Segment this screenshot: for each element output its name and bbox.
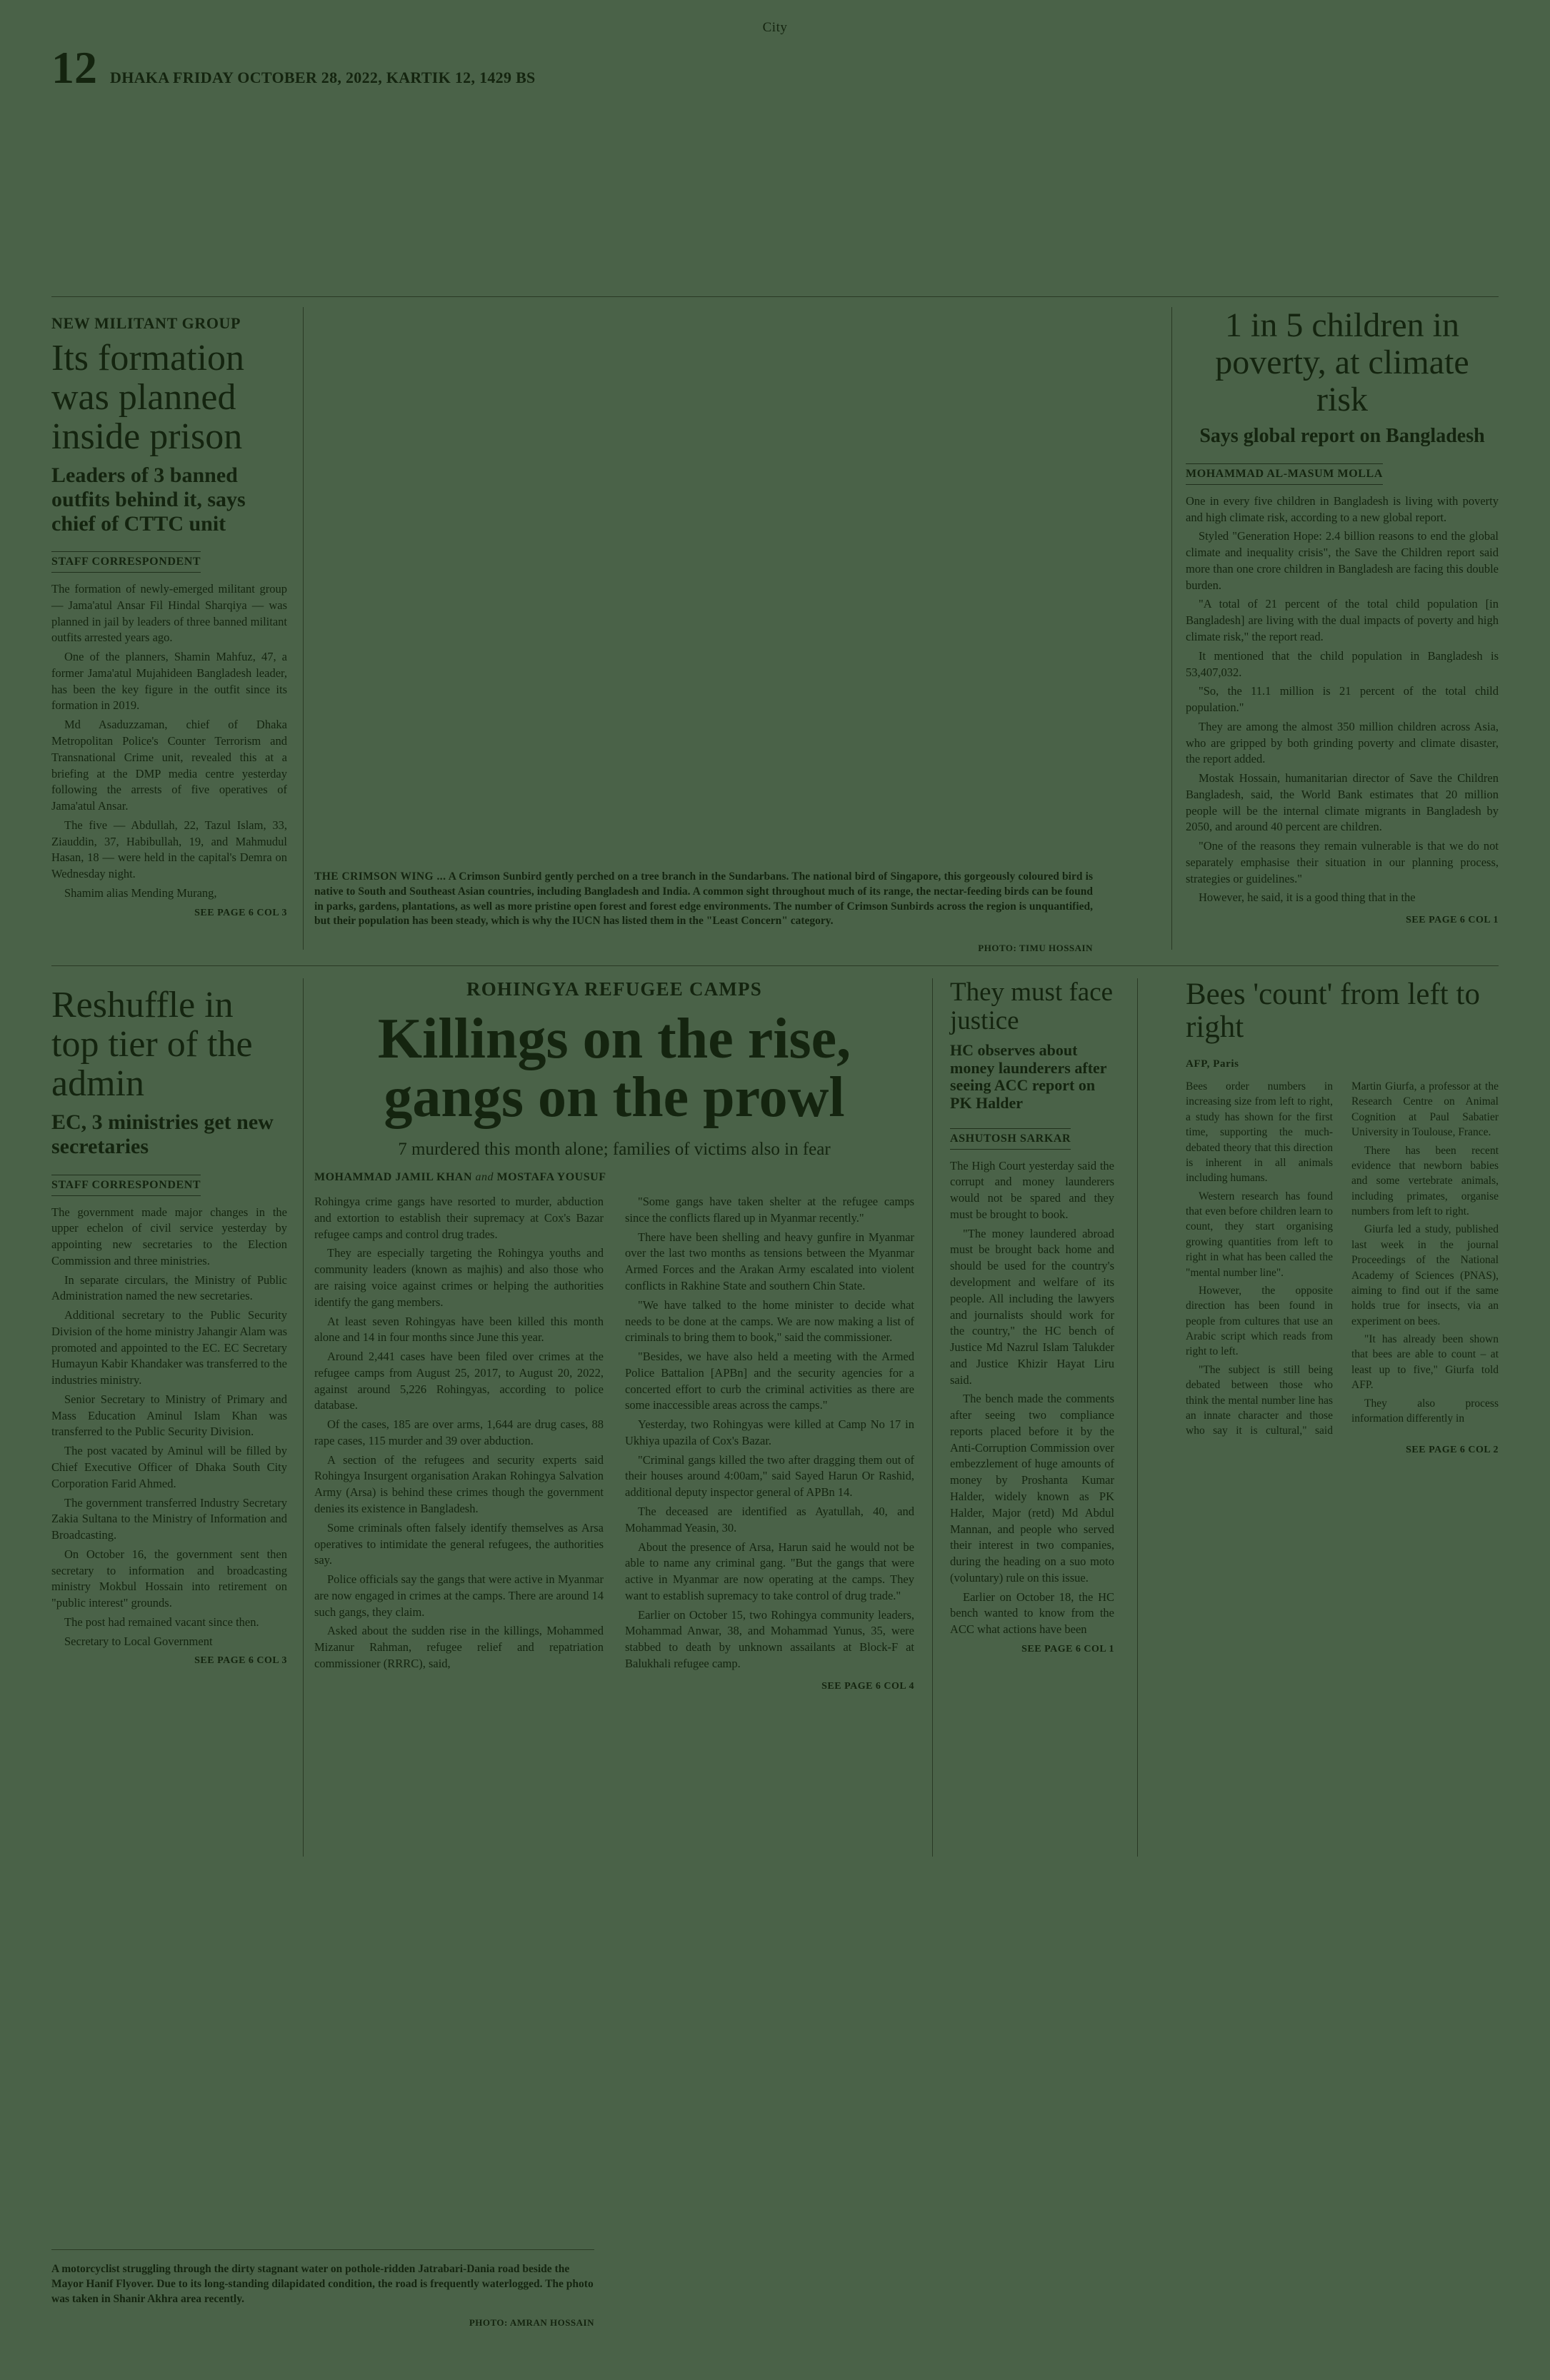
paragraph: However, the opposite direction has been found in people from cultures that use an Arabic script which reads from right to left. <box>1186 1284 1333 1358</box>
article-body <box>1186 493 1499 909</box>
sundarbans-photo-credit: PHOTO: TIMU HOSSAIN <box>978 943 1093 953</box>
paragraph: "So, the 11.1 million is 21 percent of the total child population." <box>1186 684 1499 715</box>
page-number: 12 <box>51 42 97 93</box>
jumpline[interactable]: SEE PAGE 6 COL 3 <box>194 1655 287 1667</box>
sundarbans-photo <box>314 307 1157 857</box>
paragraph: "Criminal gangs killed the two after dragging them out of their houses around 4:00am," said Sayed Harun Or Rashid, additional deputy inspector general of APBn 14. <box>625 1452 914 1500</box>
article-body <box>51 1205 287 1650</box>
paragraph: In separate circulars, the Ministry of Public Administration named the new secretaries. <box>51 1272 287 1303</box>
jumpline[interactable]: SEE PAGE 6 COL 4 <box>821 1680 914 1692</box>
paragraph: About the presence of Arsa, Harun said he would not be able to name any criminal gang. "But the gangs that were active in Myanmar are now operating at the camps. They want to establish supremacy to take control of drug trade." <box>625 1540 914 1602</box>
divider <box>1137 978 1138 1857</box>
paragraph: Of the cases, 185 are over arms, 1,644 are drug cases, 88 rape cases, 115 murder and 39 over abduction. <box>314 1417 604 1447</box>
paragraph: "A total of 21 percent of the total child population [in Bangladesh] are living with the dual impacts of poverty and high climate risk," the report read. <box>1186 597 1499 643</box>
paragraph: A section of the refugees and security experts said Rohingya Insurgent organisation Arakan Rohingya Salvation Army (Arsa) is behind these crimes though the government denies its existence in Bangladesh. <box>314 1452 604 1515</box>
paragraph: It mentioned that the child population in Bangladesh is 53,407,032. <box>1186 648 1499 679</box>
paragraph: "One of the reasons they remain vulnerable is that we do not separately emphasise their situation in our planning process, strategies or guidelines." <box>1186 839 1499 885</box>
byline: STAFF CORRESPONDENT <box>51 1175 201 1196</box>
paragraph: Shamim alias Mending Murang, <box>64 885 217 900</box>
headline: Its formation was planned inside prison <box>51 338 245 458</box>
paragraph: Giurfa led a study, published last week in the journal Proceedings of the National Academy of Sciences (PNAS), aiming to find out if the same holds true for insects, via an experiment on bees. <box>1351 1223 1499 1327</box>
paragraph: At least seven Rohingyas have been killed this month alone and 14 in four months since June this year. <box>314 1314 604 1345</box>
headline: Bees 'count' from left to right <box>1186 978 1480 1044</box>
paragraph: The government made major changes in the upper echelon of civil service yesterday by appointing new secretaries to the Election Commission and three ministries. <box>51 1205 287 1267</box>
headline: Reshuffle in top tier of the admin <box>51 985 253 1105</box>
story-bees-count <box>1186 978 1499 1456</box>
dateline: DHAKA FRIDAY OCTOBER 28, 2022, KARTIK 12, 1429 BS <box>110 69 536 86</box>
divider <box>303 978 304 1857</box>
subhead: Says global report on Bangladesh <box>1199 425 1485 448</box>
paragraph: "Some gangs have taken shelter at the refugee camps since the conflicts flared up in Myanmar recently." <box>625 1195 914 1225</box>
paragraph: The bench made the comments after seeing two compliance reports placed before it by the Anti-Corruption Commission over embezzlement of huge amounts of money by Proshanta Kumar Halder, widely known as PK Halder, Major (retd) Md Abdul Mannan, and people who served their interest in two companies, during the heading on a suo moto (voluntary) rule on this issue. <box>950 1392 1114 1585</box>
paragraph: Rohingya crime gangs have resorted to murder, abduction and extortion to establish their supremacy at Cox's Bazar refugee camps and control drug trades. <box>314 1195 604 1241</box>
paragraph: The High Court yesterday said the corrupt and money launderers would not be spared and they must be brought to book. <box>950 1158 1114 1221</box>
byline-conjunction: and <box>475 1171 494 1184</box>
paragraph: The deceased are identified as Ayatullah, 40, and Mohammad Yeasin, 30. <box>625 1504 914 1535</box>
paragraph: Earlier on October 15, two Rohingya community leaders, Mohammad Anwar, 38, and Mohammad Yunus, 35, were stabbed to death by unknown assailants at Block-F at Balukhali refugee camp. <box>625 1607 914 1670</box>
article-body <box>1186 1079 1499 1439</box>
story-admin-reshuffle <box>51 985 287 1667</box>
subhead: EC, 3 ministries get new secretaries <box>51 1110 274 1158</box>
paragraph: Yesterday, two Rohingyas were killed at Camp No 17 in Ukhiya upazila of Cox's Bazar. <box>625 1417 914 1447</box>
paragraph: Bees order numbers in increasing size from left to right, a study has shown for the first time, supporting the much-debated theory that this direction is inherent in all animals including humans. <box>1186 1080 1333 1185</box>
sundarbans-photo-caption <box>314 870 1093 929</box>
divider <box>932 978 933 1857</box>
subhead: Leaders of 3 banned outfits behind it, says chief of CTTC unit <box>51 463 246 536</box>
caption-text: A Crimson Sunbird gently perched on a tree branch in the Sundarbans. The national bird of Singapore, this gorgeously coloured bird is native to South and Southeast Asian countries, including Bangladesh and India. A common sight throughout much of its range, the nectar-feeding birds can be found in parks, gardens, plantations, as well as more pristine open forest and forest edge environments. The number of Crimson Sunbirds across the region is unquantified, but their population has been steady, which is why the IUCN has listed them in the "Least Concern" category. <box>314 870 1093 928</box>
jumpline[interactable]: SEE PAGE 6 COL 1 <box>1406 915 1499 926</box>
paragraph: The five — Abdullah, 22, Tazul Islam, 33, Ziauddin, 37, Habibullah, 19, and Mahmudul Hasan, 18 — were held in the capital's Demra on Wednesday night. <box>51 818 287 881</box>
divider <box>51 965 1499 966</box>
paragraph: One in every five children in Bangladesh is living with poverty and high climate risk, according to a new global report. <box>1186 493 1499 524</box>
subhead: HC observes about money launderers after seeing ACC report on PK Halder <box>950 1041 1107 1113</box>
divider <box>51 2249 594 2250</box>
article-body <box>314 1194 914 1674</box>
paragraph: Police officials say the gangs that were active in Myanmar are now engaged in crimes at the camps. There are around 14 such gangs, they claim. <box>314 1572 604 1619</box>
article-body <box>51 581 287 902</box>
kicker: NEW MILITANT GROUP <box>51 314 241 332</box>
waterlogging-photo-caption: A motorcyclist struggling through the dirty stagnant water on pothole-ridden Jatrabari-Dania road beside the Mayor Hanif Flyover. Due to its long-standing dilapidated condition, the road is frequently waterlogged. The photo was taken in Shanir Akhra area recently. <box>51 2263 594 2305</box>
paragraph: The post vacated by Aminul will be filled by Chief Executive Officer of Dhaka South City Corporation Farid Ahmed. <box>51 1444 287 1490</box>
waterlogging-photo <box>51 1871 594 2242</box>
paragraph: There have been shelling and heavy gunfire in Myanmar over the last two months as tensions between the Myanmar Armed Forces and the Arakan Army escalated into violent conflicts in Rakhine State and southern Chin State. <box>625 1230 914 1293</box>
paragraph: However, he said, it is a good thing that in the <box>1199 890 1416 905</box>
waterlogging-photo-credit: PHOTO: AMRAN HOSSAIN <box>469 2317 594 2328</box>
headline: They must face justice <box>950 978 1114 1035</box>
paragraph: The formation of newly-emerged militant group — Jama'atul Ansar Fil Hindal Sharqiya — was planned in jail by leaders of three banned militant outfits arrested years ago. <box>51 582 287 645</box>
paragraph: Senior Secretary to Ministry of Primary and Mass Education Aminul Islam Khan was transferred to the Public Security Division. <box>51 1392 287 1439</box>
paragraph: Western research has found that even before children learn to count, they start organising growing quantities from left to right in what has been called the "mental number line". <box>1186 1190 1333 1279</box>
paragraph: Asked about the sudden rise in the killings, Mohammed Mizanur Rahman, refugee relief and repatriation commissioner (RRRC), said, <box>314 1624 604 1670</box>
paragraph: Md Asaduzzaman, chief of Dhaka Metropolitan Police's Counter Terrorism and Transnational Crime unit, revealed this at a briefing at the DMP media centre yesterday following the arrests of five operatives of Jama'atul Ansar. <box>51 718 287 813</box>
jumpline[interactable]: SEE PAGE 6 COL 1 <box>1021 1643 1114 1655</box>
paragraph: "We have talked to the home minister to decide what needs to be done at the camps. We are now making a list of criminals to bring them to book," said the commissioner. <box>625 1297 914 1345</box>
paragraph: There has been recent evidence that newborn babies and some vertebrate animals, including primates, organise numbers from left to right. <box>1351 1144 1499 1217</box>
byline: MOHAMMAD AL-MASUM MOLLA <box>1186 463 1383 485</box>
section-label: City <box>762 20 788 35</box>
byline-author-2: MOSTAFA YOUSUF <box>496 1171 606 1184</box>
story-new-militant-group <box>51 314 287 919</box>
paragraph: "Besides, we have also held a meeting with the Armed Police Battalion [APBn] and the security agencies for a concerted effort to curb the criminal activities as there are some inaccessible areas across the camps." <box>625 1350 914 1412</box>
story-rohingya-camps <box>314 978 914 1692</box>
jumpline[interactable]: SEE PAGE 6 COL 3 <box>194 907 287 918</box>
paragraph: "It has already been shown that bees are able to count – at least up to five," Giurfa told AFP. <box>1351 1333 1499 1392</box>
paragraph: The government transferred Industry Secretary Zakia Sultana to the Ministry of Information and Broadcasting. <box>51 1495 287 1542</box>
paragraph: They are especially targeting the Rohingya youths and community leaders (known as majhis) and also those who are raising voice against crimes or helping the authorities identify the gang members. <box>314 1246 604 1309</box>
byline: ASHUTOSH SARKAR <box>950 1128 1071 1150</box>
paragraph: "The subject is still being debated between those who think the mental number line has an innate character and those who say it is cultural," said Martin Giurfa, a professor at the Research Centre on Animal Cognition at Paul Sabatier University in Toulouse, France. <box>1186 1080 1499 1437</box>
paragraph: The post had remained vacant since then. <box>64 1615 259 1629</box>
divider <box>1171 307 1172 950</box>
article-body <box>950 1158 1114 1638</box>
jumpline[interactable]: SEE PAGE 6 COL 2 <box>1406 1444 1499 1455</box>
paragraph: Mostak Hossain, humanitarian director of Save the Children Bangladesh, said, the World Bank estimates that 20 million people will be the internal climate migrants in Bangladesh by 2050, and around 40 percent are children. <box>1186 771 1499 834</box>
paragraph: Earlier on October 18, the HC bench wanted to know from the ACC what actions have been <box>950 1590 1114 1637</box>
paragraph: Around 2,441 cases have been filed over crimes at the refugee camps from August 25, 2017, to August 20, 2022, against around 5,226 Rohingyas, according to police database. <box>314 1350 604 1412</box>
paragraph: Styled "Generation Hope: 2.4 billion reasons to end the global climate and inequality crisis", the Save the Children report said more than one crore children in Bangladesh are facing this double burden. <box>1186 529 1499 592</box>
paragraph: "The money laundered abroad must be brought back home and should be used for the country's development and welfare of its people. All including the lawyers and journalists should work for the country," the HC bench of Justice Md Nazrul Islam Talukder and Justice Khizir Hayat Liru said. <box>950 1226 1114 1387</box>
paragraph: They also process information differently in <box>1351 1397 1499 1425</box>
divider <box>51 296 1499 297</box>
headline: Killings on the rise, gangs on the prowl <box>377 1008 851 1129</box>
headline: 1 in 5 children in poverty, at climate risk <box>1215 306 1469 418</box>
divider <box>303 307 304 950</box>
caption-lead: THE CRIMSON WING ... <box>314 870 446 883</box>
byline: STAFF CORRESPONDENT <box>51 551 201 573</box>
story-face-justice <box>950 978 1114 1655</box>
story-children-climate-risk <box>1186 307 1499 926</box>
paragraph: They are among the almost 350 million children across Asia, who are gripped by both grinding poverty and climate disaster, the report added. <box>1186 719 1499 766</box>
paragraph: Some criminals often falsely identify themselves as Arsa operatives to intimidate the general refugees, the authorities say. <box>314 1520 604 1567</box>
deck: 7 murdered this month alone; families of victims also in fear <box>398 1140 831 1160</box>
byline-author-1: MOHAMMAD JAMIL KHAN <box>314 1171 473 1184</box>
byline: AFP, Paris <box>1186 1058 1239 1070</box>
paragraph: Additional secretary to the Public Security Division of the home ministry Jahangir Alam was promoted and appointed to the EC. EC Secretary Humayun Kabir Khandaker was transferred to the industries ministry. <box>51 1308 287 1387</box>
byline <box>314 1171 914 1188</box>
paragraph: One of the planners, Shamin Mahfuz, 47, a former Jama'atul Mujahideen Bangladesh leader, has been the key figure in the outfit since its formation in 2019. <box>51 650 287 713</box>
paragraph: On October 16, the government sent then secretary to information and broadcasting ministry Mokbul Hossain into retirement on "public interest" grounds. <box>51 1547 287 1610</box>
paragraph: Secretary to Local Government <box>64 1634 213 1648</box>
kicker: ROHINGYA REFUGEE CAMPS <box>466 978 762 1000</box>
folio <box>51 42 536 93</box>
